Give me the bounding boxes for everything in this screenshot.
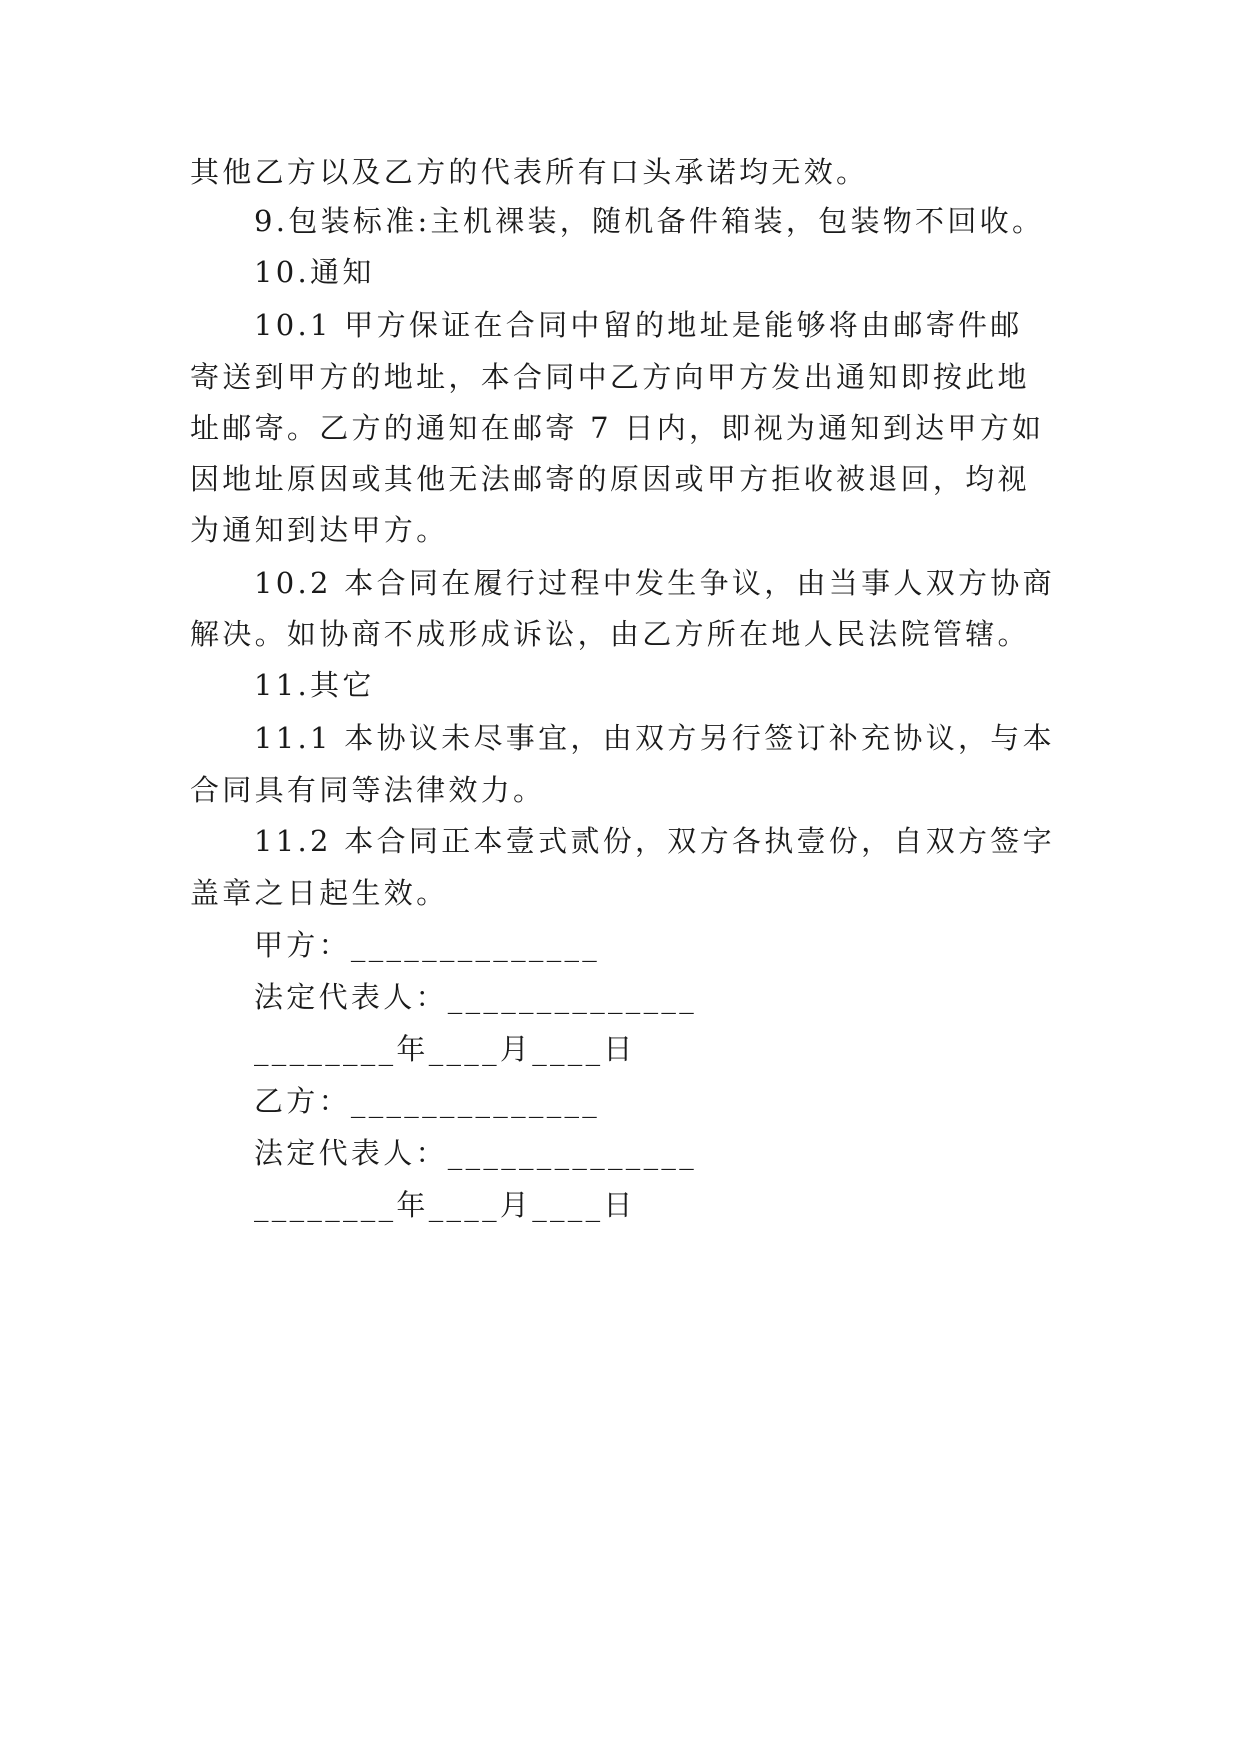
party-b-line: 乙方：______________ [254, 1084, 601, 1118]
paragraph-line: 11.2 本合同正本壹式贰份，双方各执壹份，自双方签字 [254, 824, 1055, 858]
paragraph-line: 10.2 本合同在履行过程中发生争议，由当事人双方协商 [254, 566, 1055, 600]
party-b-representative-line: 法定代表人：______________ [254, 1136, 698, 1170]
party-b-date-line: ________年____月____日 [254, 1188, 636, 1222]
paragraph-line: 合同具有同等法律效力。 [190, 773, 546, 807]
party-a-date-line: ________年____月____日 [254, 1032, 636, 1066]
party-a-representative-line: 法定代表人：______________ [254, 980, 698, 1014]
paragraph-line: 因地址原因或其他无法邮寄的原因或甲方拒收被退回，均视 [190, 462, 1030, 496]
section-heading: 10.通知 [254, 255, 375, 289]
paragraph-line: 其他乙方以及乙方的代表所有口头承诺均无效。 [190, 155, 869, 189]
party-a-line: 甲方：______________ [254, 928, 601, 962]
paragraph-line: 寄送到甲方的地址，本合同中乙方向甲方发出通知即按此地 [190, 360, 1030, 394]
paragraph-line: 盖章之日起生效。 [190, 876, 449, 910]
paragraph-line: 为通知到达甲方。 [190, 513, 449, 547]
paragraph-line: 址邮寄。乙方的通知在邮寄 7 日内，即视为通知到达甲方如 [190, 411, 1045, 445]
paragraph-line: 9.包装标准:主机裸装，随机备件箱装，包装物不回收。 [254, 204, 1045, 238]
document-page [190, 0, 1055, 1754]
paragraph-line: 10.1 甲方保证在合同中留的地址是能够将由邮寄件邮 [254, 308, 1023, 342]
paragraph-line: 11.1 本协议未尽事宜，由双方另行签订补充协议，与本 [254, 721, 1055, 755]
section-heading: 11.其它 [254, 668, 375, 702]
paragraph-line: 解决。如协商不成形成诉讼，由乙方所在地人民法院管辖。 [190, 617, 1030, 651]
